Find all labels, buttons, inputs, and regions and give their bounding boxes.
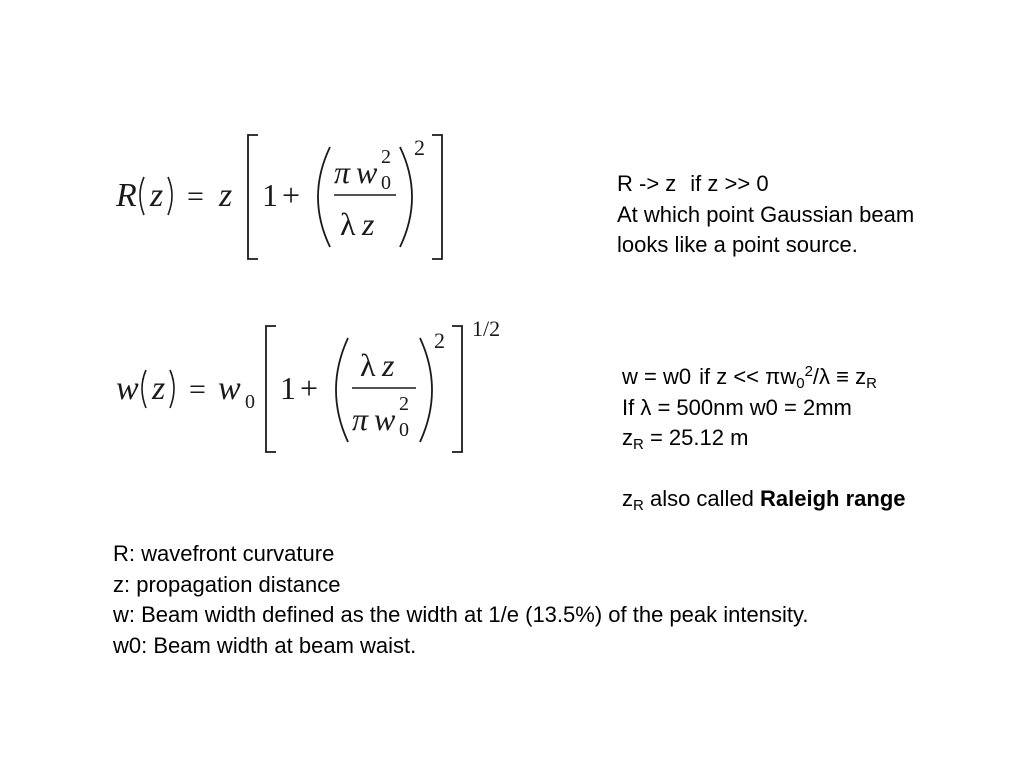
eq-r-num-sup: 2 xyxy=(381,146,391,168)
note-width-raleigh-term: Raleigh range xyxy=(760,486,906,511)
eq-w-one: 1 xyxy=(280,370,296,406)
note-width-line-2: If λ = 500nm w0 = 2mm xyxy=(622,394,852,420)
eq-r-inner-open-paren xyxy=(318,147,330,247)
eq-w-open-paren xyxy=(142,370,146,408)
equation-radius-of-curvature xyxy=(100,125,460,270)
note-radius xyxy=(617,169,914,261)
note-width-approx: w = w0 xyxy=(622,364,692,389)
note-width-sub0: 0 xyxy=(796,375,805,392)
eq-w-right-bracket xyxy=(452,326,462,452)
note-width-spacer xyxy=(622,454,906,485)
definition-r: R: wavefront curvature xyxy=(113,541,335,566)
note-radius-condition: if z >> 0 xyxy=(690,171,769,196)
eq-r-open-paren xyxy=(140,177,144,215)
eq-w-close-paren xyxy=(170,370,174,408)
definition-z: z: propagation distance xyxy=(113,571,341,597)
eq-r-close-paren xyxy=(168,177,172,215)
note-width-lambda-equiv: /λ ≡ z xyxy=(812,364,867,389)
eq-w-den-sup: 2 xyxy=(399,393,409,415)
note-width-condition: if z << xyxy=(699,364,766,389)
eq-w-lhs: w xyxy=(116,370,139,407)
eq-w-inner-exp: 2 xyxy=(434,328,445,353)
note-beam-width xyxy=(622,362,906,515)
eq-w-coef-sub: 0 xyxy=(245,391,255,413)
eq-w-inner-close-paren xyxy=(420,338,432,442)
note-radius-line-3: looks like a point source. xyxy=(617,232,858,257)
note-width-pi: π xyxy=(765,364,781,389)
note-width-raleigh-text: also called xyxy=(643,486,761,511)
eq-r-num-pi: π xyxy=(334,154,351,190)
note-width-line-1 xyxy=(622,362,906,393)
eq-w-num-z: z xyxy=(382,347,395,383)
eq-r-inner-close-paren xyxy=(400,147,412,247)
definition-w: w: Beam width defined as the width at 1/e (13.5%) of the peak intensity. xyxy=(113,602,809,627)
eq-r-plus: + xyxy=(282,177,301,213)
note-radius-limit: R -> z xyxy=(617,171,677,196)
eq-w-den-w: w xyxy=(374,401,396,437)
note-width-subR: R xyxy=(866,375,877,392)
eq-r-outer-exp: 2 xyxy=(414,135,425,160)
eq-r-num-w: w xyxy=(356,154,378,190)
eq-w-coef: w xyxy=(218,370,241,407)
eq-w-left-bracket xyxy=(266,326,276,452)
note-width-zR-sub: R xyxy=(633,436,644,453)
eq-r-left-bracket xyxy=(248,135,258,259)
note-width-line-4 xyxy=(622,484,906,515)
eq-w-outer-exp: 1/2 xyxy=(472,316,501,341)
eq-r-var: z xyxy=(150,177,164,214)
eq-r-right-bracket xyxy=(432,135,442,259)
note-radius-line-2: At which point Gaussian beam xyxy=(617,201,915,227)
eq-r-coef: z xyxy=(219,177,233,214)
note-width-raleigh-z: z xyxy=(622,486,633,511)
eq-w-var: z xyxy=(152,370,166,407)
eq-r-den-lambda: λ xyxy=(340,206,356,242)
eq-w-num-lambda: λ xyxy=(360,347,376,383)
eq-w-equals: = xyxy=(189,373,206,406)
eq-w-den-sub: 0 xyxy=(399,419,409,441)
definitions-list xyxy=(113,539,808,661)
note-width-w: w xyxy=(780,364,797,389)
eq-w-inner-open-paren xyxy=(336,338,348,442)
eq-w-plus: + xyxy=(300,370,319,406)
eq-r-num-sub: 0 xyxy=(381,172,391,194)
eq-r-den-z: z xyxy=(362,206,375,242)
eq-r-equals: = xyxy=(187,180,204,213)
eq-r-lhs: R xyxy=(116,177,137,214)
note-radius-line-1 xyxy=(617,169,914,200)
definition-w0: w0: Beam width at beam waist. xyxy=(113,632,417,658)
note-width-raleigh-sub: R xyxy=(633,497,644,514)
eq-w-den-pi: π xyxy=(352,401,369,437)
note-width-zR-z: z xyxy=(622,425,633,450)
note-width-zR-value: = 25.12 m xyxy=(643,425,749,450)
equation-beam-width xyxy=(100,312,530,462)
note-width-sup2: 2 xyxy=(804,363,813,380)
eq-r-one: 1 xyxy=(262,177,278,213)
note-width-line-3 xyxy=(622,423,906,454)
